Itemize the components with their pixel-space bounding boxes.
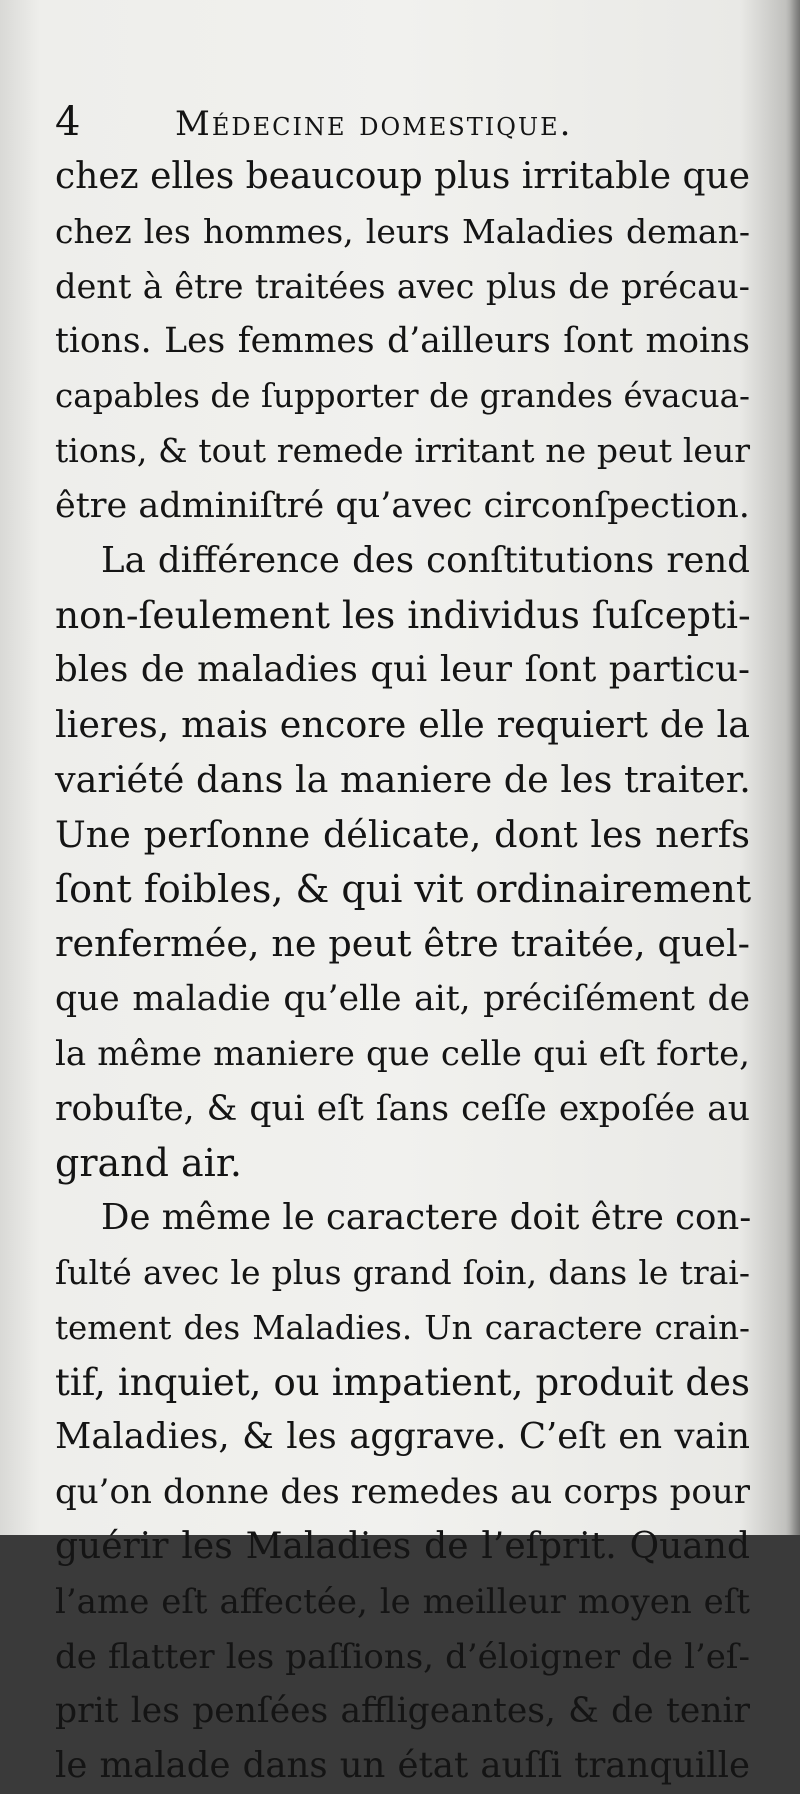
- text-line: dent à être traitées avec plus de précau-: [55, 266, 750, 306]
- text-line: grand air.: [55, 1141, 242, 1186]
- text-line: variété dans la maniere de les traiter.: [55, 757, 751, 801]
- text-line: prit les penſées affligeantes, & de tenir: [55, 1691, 750, 1732]
- text-line: ſont foibles, & qui vit ordinairement: [55, 867, 752, 912]
- text-line: Maladies, & les aggrave. C’eſt en vain: [55, 1416, 750, 1458]
- text-line: De même le caractere doit être con-: [101, 1197, 752, 1239]
- text-line: robuſte, & qui eſt ſans ceſſe expoſée au: [55, 1088, 750, 1129]
- text-line: capables de ſupporter de grandes évacua-: [55, 377, 750, 416]
- text-line: renfermée, ne peut être traitée, quel-: [55, 922, 750, 966]
- body-text: [55, 150, 750, 1794]
- text-line: chez elles beaucoup plus irritable que: [55, 156, 751, 197]
- text-line: lieres, mais encore elle requiert de la: [55, 702, 750, 746]
- text-line: non-ſeulement les individus ſuſcepti-: [55, 593, 751, 638]
- text-line: la même maniere que celle qui eſt forte,: [55, 1033, 750, 1074]
- page-number: 4: [55, 99, 82, 145]
- text-line: guérir les Maladies de l’eſprit. Quand: [55, 1525, 750, 1567]
- text-line: Une perſonne délicate, dont les nerfs: [55, 812, 750, 856]
- text-line: de flatter les paſſions, d’éloigner de l’eſ-: [55, 1636, 750, 1677]
- running-title: Médecine domestique.: [175, 104, 573, 144]
- text-line: qu’on donne des remedes au corps pour: [55, 1472, 750, 1513]
- text-line: tif, inquiet, ou impatient, produit des: [55, 1360, 750, 1404]
- text-line: ſulté avec le plus grand ſoin, dans le trai-: [55, 1252, 750, 1292]
- text-line: tement des Maladies. Un caractere crain-: [55, 1308, 750, 1347]
- text-line: bles de maladies qui leur ſont particu-: [55, 649, 750, 691]
- text-line: que maladie qu’elle ait, préciſément de: [55, 978, 750, 1019]
- text-line: le malade dans un état auſſi tranquille: [55, 1745, 750, 1787]
- text-line: l’ame eſt affectée, le meilleur moyen eſt: [55, 1581, 750, 1622]
- text-line: tions. Les femmes d’ailleurs ſont moins: [55, 321, 750, 362]
- text-line: tions, & tout remede irritant ne peut leur: [55, 430, 750, 470]
- running-head: [55, 96, 755, 148]
- text-line: être adminiſtré qu’avec circonſpection.: [55, 485, 750, 526]
- text-line: La différence des conſtitutions rend: [101, 539, 750, 581]
- text-line: chez les hommes, leurs Maladies deman-: [55, 211, 750, 251]
